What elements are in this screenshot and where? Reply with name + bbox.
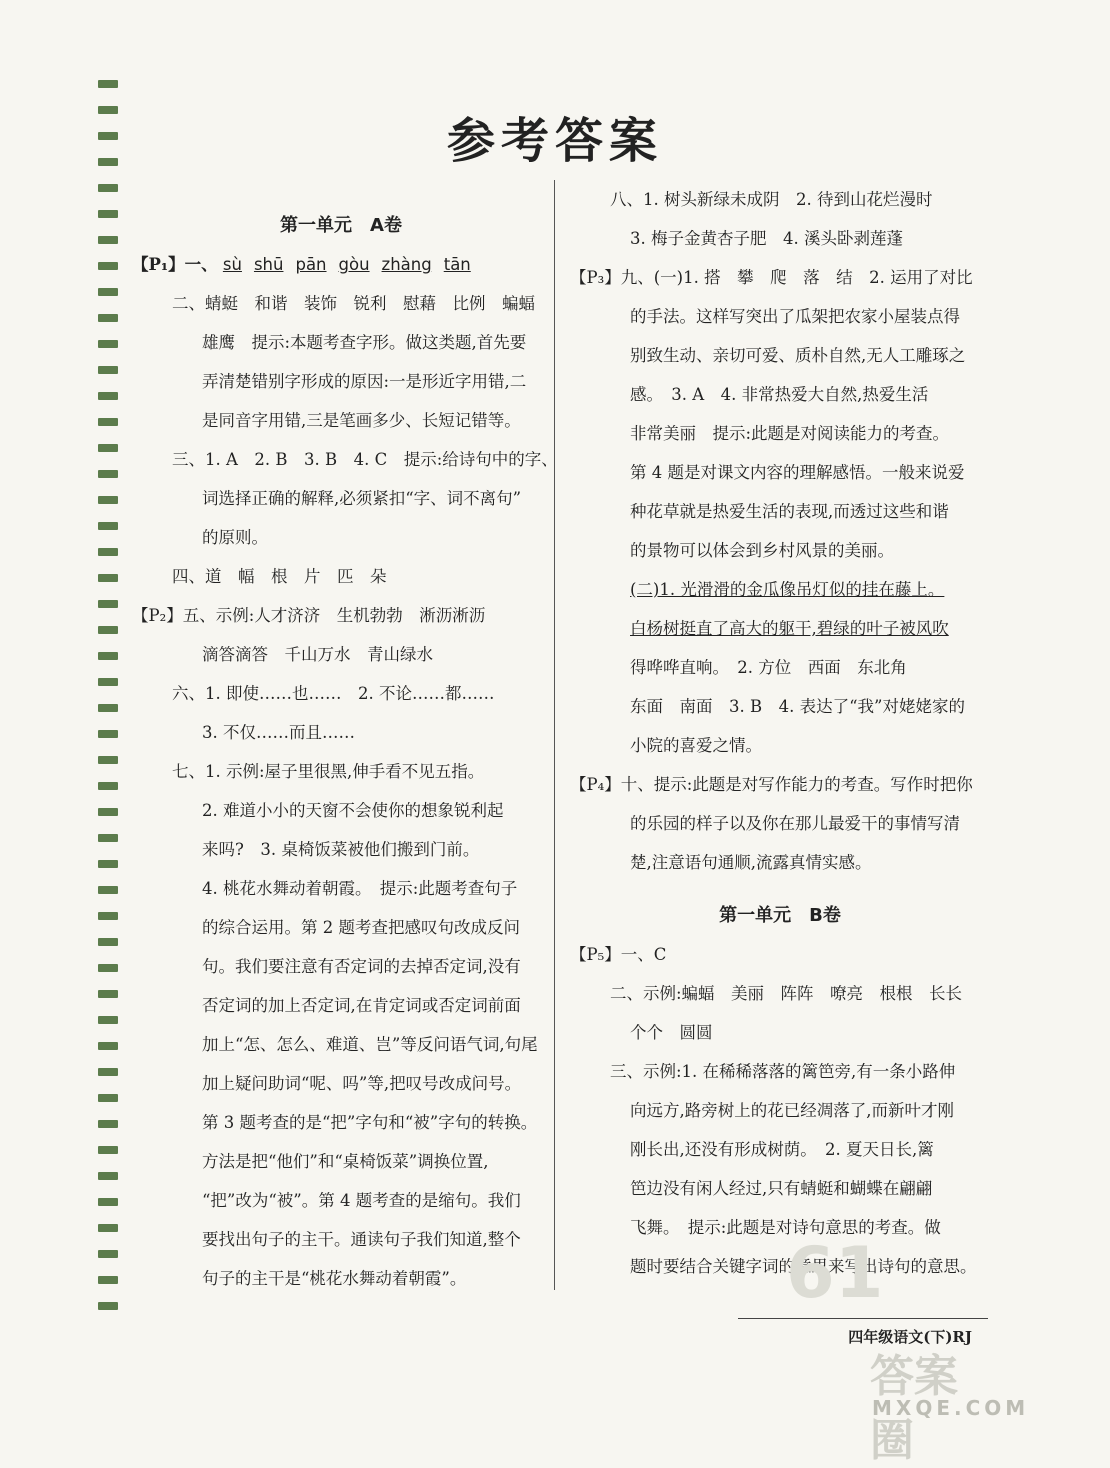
answer-line: 东面 南面 3. B 4. 表达了“我”对姥姥家的 bbox=[630, 697, 965, 716]
answer-line: 的乐园的样子以及你在那儿最爱干的事情写清 bbox=[630, 814, 960, 833]
answer-line: 加上“怎、怎么、难道、岂”等反问语气词,句尾 bbox=[202, 1035, 538, 1054]
answer-line: 题时要结合关键字词的意思来写出诗句的意思。 bbox=[630, 1257, 977, 1276]
answer-line: 小院的喜爱之情。 bbox=[630, 736, 762, 755]
answer-line: 来吗? 3. 桌椅饭菜被他们搬到门前。 bbox=[202, 840, 480, 859]
answer-line: 方法是把“他们”和“桌椅饭菜”调换位置, bbox=[202, 1152, 489, 1171]
answer-line: 得哗哗直响。 2. 方位 西面 东北角 bbox=[630, 658, 907, 677]
answer-line: 弄清楚错别字形成的原因:一是形近字用错,二 bbox=[202, 372, 527, 391]
answer-line: 的景物可以体会到乡村风景的美丽。 bbox=[630, 541, 894, 560]
answer-line: 笆边没有闲人经过,只有蜻蜓和蝴蝶在翩翩 bbox=[630, 1179, 933, 1198]
column-divider bbox=[554, 180, 555, 1290]
answer-line: 【P₂】五、示例:人才济济 生机勃勃 淅沥淅沥 bbox=[132, 606, 486, 625]
answer-line: 六、1. 即使……也…… 2. 不论……都…… bbox=[172, 684, 495, 703]
answer-line: 的综合运用。第 2 题考查把感叹句改成反问 bbox=[202, 918, 520, 937]
answer-line: 种花草就是热爱生活的表现,而透过这些和谐 bbox=[630, 502, 949, 521]
answer-line: 七、1. 示例:屋子里很黑,伸手看不见五指。 bbox=[172, 762, 485, 781]
watermark: 答案圈 bbox=[870, 1351, 958, 1466]
answer-line: 句子的主干是“桃花水舞动着朝霞”。 bbox=[202, 1269, 467, 1288]
answer-line: 【P₃】九、(一)1. 搭 攀 爬 落 结 2. 运用了对比 bbox=[570, 268, 973, 287]
answer-line: 第 4 题是对课文内容的理解感悟。一般来说爱 bbox=[630, 463, 965, 482]
section-heading-a: 第一单元 A卷 bbox=[280, 215, 402, 236]
answer-line: 感。 3. A 4. 非常热爱大自然,热爱生活 bbox=[630, 385, 929, 404]
right-column bbox=[570, 180, 990, 1286]
section-heading-b: 第一单元 B卷 bbox=[719, 905, 841, 926]
answer-line: 【P₅】一、C bbox=[570, 945, 667, 964]
answer-line: 要找出句子的主干。通读句子我们知道,整个 bbox=[202, 1230, 521, 1249]
answer-line: 加上疑问助词“呢、吗”等,把叹号改成问号。 bbox=[202, 1074, 522, 1093]
answer-line: 刚长出,还没有形成树荫。 2. 夏天日长,篱 bbox=[630, 1140, 934, 1159]
answer-line: 三、示例:1. 在稀稀落落的篱笆旁,有一条小路伸 bbox=[610, 1062, 956, 1081]
binding-strip bbox=[98, 80, 118, 1328]
answer-line: 是同音字用错,三是笔画多少、长短记错等。 bbox=[202, 411, 521, 430]
answer-line: 个个 圆圆 bbox=[630, 1023, 713, 1042]
answer-line: 2. 难道小小的天窗不会使你的想象锐利起 bbox=[202, 801, 504, 820]
footer-label: 四年级语文(下)RJ bbox=[848, 1328, 972, 1346]
page-number: 61 bbox=[786, 1232, 884, 1314]
answer-line: 非常美丽 提示:此题是对阅读能力的考查。 bbox=[630, 424, 950, 443]
answer-line: 否定词的加上否定词,在肯定词或否定词前面 bbox=[202, 996, 521, 1015]
answer-line: 二、示例:蝙蝠 美丽 阵阵 嘹亮 根根 长长 bbox=[610, 984, 963, 1003]
pinyin-answers: sù shū pān gòu zhàng tān bbox=[222, 255, 471, 274]
watermark-url: MXQE.COM bbox=[872, 1396, 1030, 1420]
footer-rule bbox=[738, 1318, 988, 1319]
answer-line: “把”改为“被”。第 4 题考查的是缩句。我们 bbox=[202, 1191, 521, 1210]
answer-line: (二)1. 光滑滑的金瓜像吊灯似的挂在藤上。 bbox=[630, 580, 945, 599]
answer-line: 的手法。这样写突出了瓜架把农家小屋装点得 bbox=[630, 307, 960, 326]
answer-line: 二、蜻蜓 和谐 装饰 锐利 慰藉 比例 蝙蝠 bbox=[172, 294, 535, 313]
answer-line: 四、道 幅 根 片 匹 朵 bbox=[172, 567, 387, 586]
answer-line: 3. 梅子金黄杏子肥 4. 溪头卧剥莲蓬 bbox=[630, 229, 903, 248]
page-title: 参考答案 bbox=[446, 113, 663, 169]
answer-line: 三、1. A 2. B 3. B 4. C 提示:给诗句中的字、 bbox=[172, 450, 558, 469]
answer-line: 楚,注意语句通顺,流露真情实感。 bbox=[630, 853, 872, 872]
answer-line: 八、1. 树头新绿未成阴 2. 待到山花烂漫时 bbox=[610, 190, 933, 209]
question-tag: 【P₁】一、 bbox=[132, 255, 218, 274]
answer-line: 词选择正确的解释,必须紧扣“字、词不离句” bbox=[202, 489, 522, 508]
left-column bbox=[132, 206, 558, 1298]
answer-line bbox=[132, 245, 550, 284]
answer-line: 3. 不仅……而且…… bbox=[202, 723, 355, 742]
answer-line: 雄鹰 提示:本题考查字形。做这类题,首先要 bbox=[202, 333, 527, 352]
answer-line: 的原则。 bbox=[202, 528, 268, 547]
answer-line: 滴答滴答 千山万水 青山绿水 bbox=[202, 645, 433, 664]
answer-line: 向远方,路旁树上的花已经凋落了,而新叶才刚 bbox=[630, 1101, 954, 1120]
answer-line: 别致生动、亲切可爱、质朴自然,无人工雕琢之 bbox=[630, 346, 966, 365]
answer-line: 【P₄】十、提示:此题是对写作能力的考查。写作时把你 bbox=[570, 775, 973, 794]
answer-line: 飞舞。 提示:此题是对诗句意思的考查。做 bbox=[630, 1218, 941, 1237]
answer-line: 4. 桃花水舞动着朝霞。 提示:此题考查句子 bbox=[202, 879, 518, 898]
answer-line: 第 3 题考查的是“把”字句和“被”字句的转换。 bbox=[202, 1113, 538, 1132]
answer-line: 白杨树挺直了高大的躯干,碧绿的叶子被风吹 bbox=[630, 619, 949, 638]
answer-line: 句。我们要注意有否定词的去掉否定词,没有 bbox=[202, 957, 521, 976]
